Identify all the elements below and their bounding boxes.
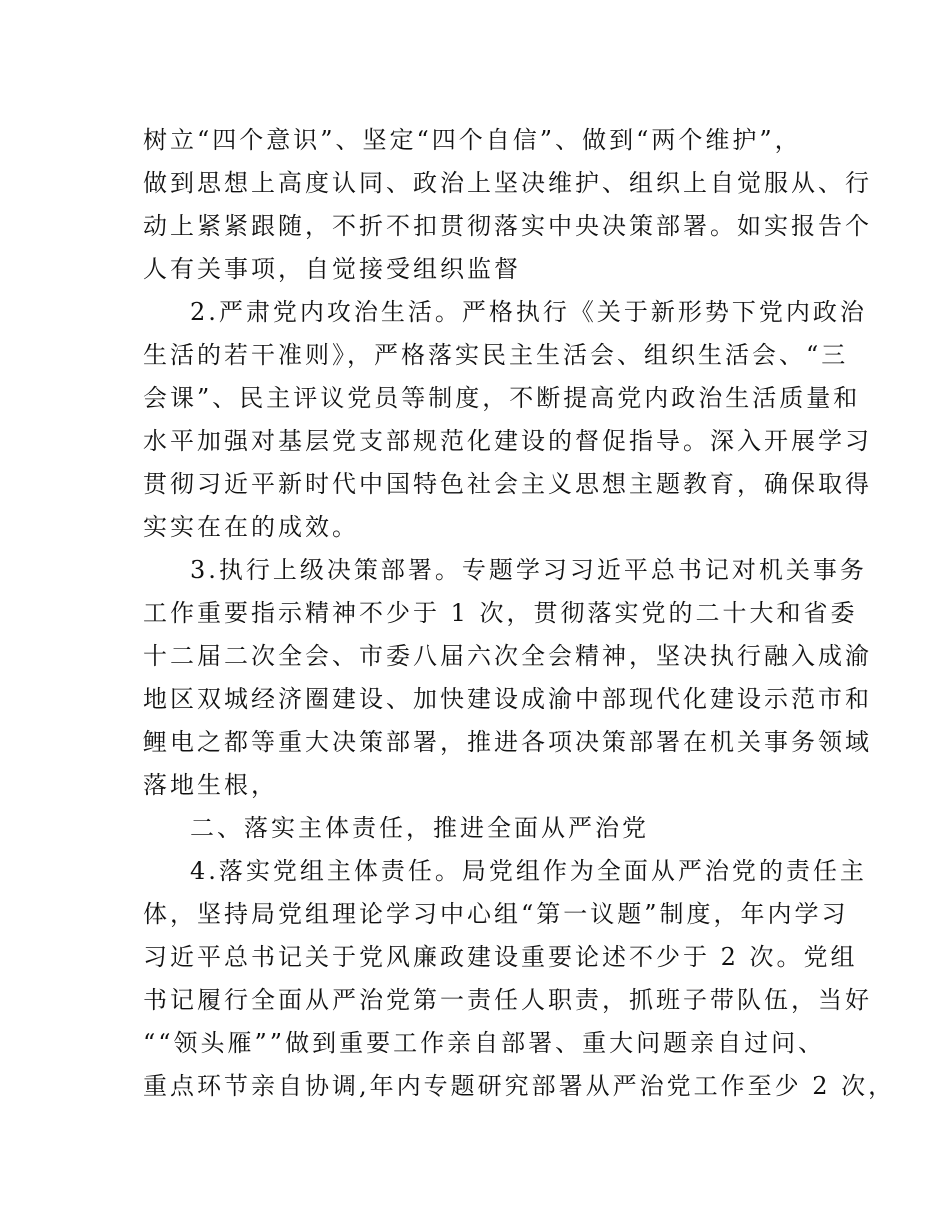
- paragraph-line: 落地生根，: [143, 771, 278, 799]
- paragraph-line: 2.严肃党内攻治生活。严格执行《关于新形势下党内政治: [190, 298, 867, 326]
- paragraph-line: 地区双城经济圈建设、加快建设成渝中部现代化建设示范市和: [143, 685, 872, 713]
- paragraph-line: 树立“四个意识”、坚定“四个自信”、做到“两个维护”，: [143, 126, 802, 154]
- paragraph-line: 十二届二次全会、市委八届六次全会精神，坚决执行融入成渝: [143, 642, 872, 670]
- paragraph-line: 实实在在的成效。: [143, 513, 359, 541]
- paragraph-line: 做到思想上高度认同、政治上坚决维护、组织上自觉服从、行: [143, 169, 872, 197]
- paragraph-line: 人有关事项，自觉接受组织监督: [143, 255, 521, 283]
- paragraph-line: ““领头雁””做到重要工作亲自部署、重大问题亲自过问、: [143, 1029, 826, 1057]
- paragraph-line: 贯彻习近平新时代中国特色社会主义思想主题教育，确保取得: [143, 470, 872, 498]
- paragraph-line: 书记履行全面从严治党第一责任人职责，抓班子带队伍，当好: [143, 986, 872, 1014]
- paragraph-line: 生活的若干准则》，严格落实民主生活会、组织生活会、“三: [143, 341, 849, 369]
- paragraph-line: 体，坚持局党组理论学习中心组“第一议题”制度，年内学习: [143, 900, 849, 928]
- section-heading: 二、落实主体责任，推进全面从严治党: [190, 814, 649, 842]
- paragraph-line: 动上紧紧跟随，不折不扣贯彻落实中央决策部署。如实报告个: [143, 212, 872, 240]
- paragraph-line: 鲤电之都等重大决策部署，推进各项决策部署在机关事务领域: [143, 728, 872, 756]
- paragraph-line: 水平加强对基层党支部规范化建设的督促指导。深入开展学习: [143, 427, 872, 455]
- paragraph-line: 会课”、民主评议党员等制度，不断提高党内政治生活质量和: [143, 384, 861, 412]
- paragraph-line: 习近平总书记关于党风廉政建设重要论述不少于 2 次。党组: [143, 943, 858, 971]
- paragraph-line: 重点环节亲自协调,年内专题研究部署从严治党工作至少 2 次，: [143, 1072, 896, 1100]
- paragraph-line: 4.落实党组主体责任。局党组作为全面从严治党的责任主: [190, 857, 867, 885]
- paragraph-line: 3.执行上级决策部署。专题学习习近平总书记对机关事务: [190, 556, 867, 584]
- paragraph-line: 工作重要指示精神不少于 1 次，贯彻落实党的二十大和省委: [143, 599, 858, 627]
